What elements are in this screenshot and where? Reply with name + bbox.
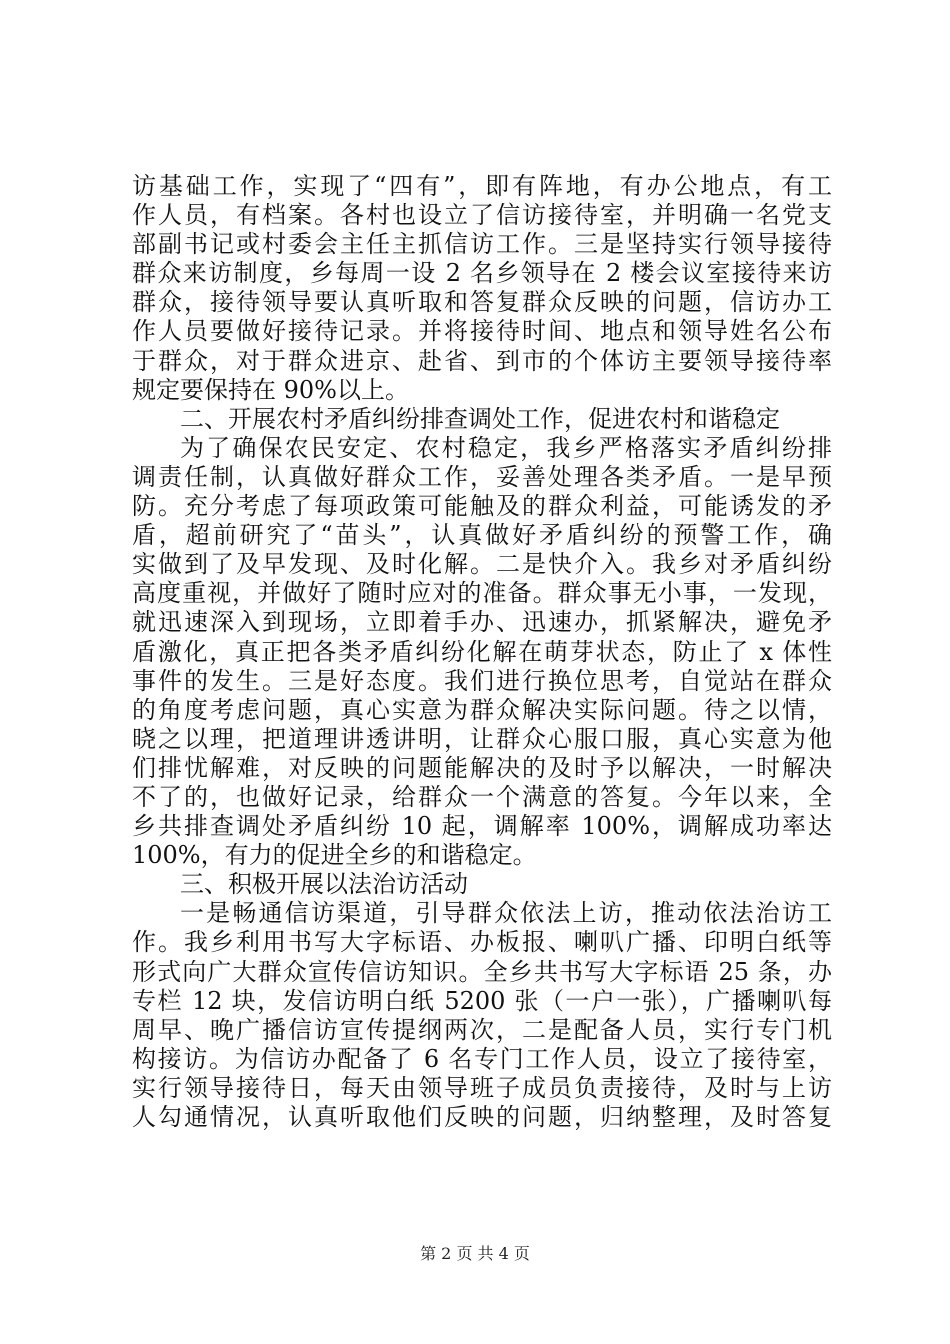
text-line: 们排忧解难，对反映的问题能解决的及时予以解决，一时解决 [132, 753, 832, 782]
text-line: 构接访。为信访办配备了 6 名专门工作人员，设立了接待室， [132, 1044, 832, 1073]
text-line: 高度重视，并做好了随时应对的准备。群众事无小事，一发现， [132, 579, 832, 608]
text-line: 不了的，也做好记录，给群众一个满意的答复。今年以来，全 [132, 782, 832, 811]
text-line: 盾激化，真正把各类矛盾纠纷化解在萌芽状态，防止了 x 体性 [132, 637, 832, 666]
text-line: 为了确保农民安定、农村稳定，我乡严格落实矛盾纠纷排 [180, 433, 832, 462]
text-line: 规定要保持在 90%以上。 [132, 375, 409, 404]
text-line: 事件的发生。三是好态度。我们进行换位思考，自觉站在群众 [132, 666, 832, 695]
text-line: 群众，接待领导要认真听取和答复群众反映的问题，信访办工 [132, 288, 832, 317]
text-line: 人勾通情况，认真听取他们反映的问题，归纳整理，及时答复 [132, 1103, 832, 1131]
text-line: 晓之以理，把道理讲透讲明，让群众心服口服，真心实意为他 [132, 724, 832, 753]
text-line: 作人员要做好接待记录。并将接待时间、地点和领导姓名公布 [132, 317, 832, 346]
text-line: 100%，有力的促进全乡的和谐稳定。 [132, 841, 537, 870]
text-line: 盾，超前研究了“苗头”，认真做好矛盾纠纷的预警工作，确 [132, 521, 832, 550]
text-line: 形式向广大群众宣传信访知识。全乡共书写大字标语 25 条，办 [132, 957, 832, 986]
text-line: 就迅速深入到现场，立即着手办、迅速办，抓紧解决，避免矛 [132, 608, 832, 637]
text-line: 的角度考虑问题，真心实意为群众解决实际问题。待之以情， [132, 695, 832, 724]
text-line: 部副书记或村委会主任主抓信访工作。三是坚持实行领导接待 [132, 230, 832, 259]
text-line: 作人员，有档案。各村也设立了信访接待室，并明确一名党支 [132, 201, 832, 230]
page-footer: 第 2 页 共 4 页 [420, 1244, 530, 1263]
text-line: 实做到了及早发现、及时化解。二是快介入。我乡对矛盾纠纷 [132, 550, 832, 579]
document-body [132, 172, 832, 1132]
section-heading: 二、开展农村矛盾纠纷排查调处工作，促进农村和谐稳定 [180, 404, 780, 433]
text-line: 作。我乡利用书写大字标语、办板报、喇叭广播、印明白纸等 [132, 928, 832, 957]
text-line: 调责任制，认真做好群众工作，妥善处理各类矛盾。一是早预 [132, 462, 832, 491]
section-heading: 三、积极开展以法治访活动 [180, 870, 468, 899]
text-line: 实行领导接待日，每天由领导班子成员负责接待，及时与上访 [132, 1073, 832, 1102]
text-line: 于群众，对于群众进京、赴省、到市的个体访主要领导接待率 [132, 346, 832, 375]
text-line: 访基础工作，实现了“四有”，即有阵地，有办公地点，有工 [132, 172, 832, 200]
text-line: 防。充分考虑了每项政策可能触及的群众利益，可能诱发的矛 [132, 492, 832, 521]
text-line: 周早、晚广播信访宣传提纲两次，二是配备人员，实行专门机 [132, 1015, 832, 1044]
text-line: 一是畅通信访渠道，引导群众依法上访，推动依法治访工 [180, 899, 832, 928]
text-line: 专栏 12 块，发信访明白纸 5200 张（一户一张），广播喇叭每 [132, 986, 832, 1015]
text-line: 群众来访制度，乡每周一设 2 名乡领导在 2 楼会议室接待来访 [132, 259, 832, 288]
text-line: 乡共排查调处矛盾纠纷 10 起，调解率 100%，调解成功率达 [132, 812, 832, 841]
